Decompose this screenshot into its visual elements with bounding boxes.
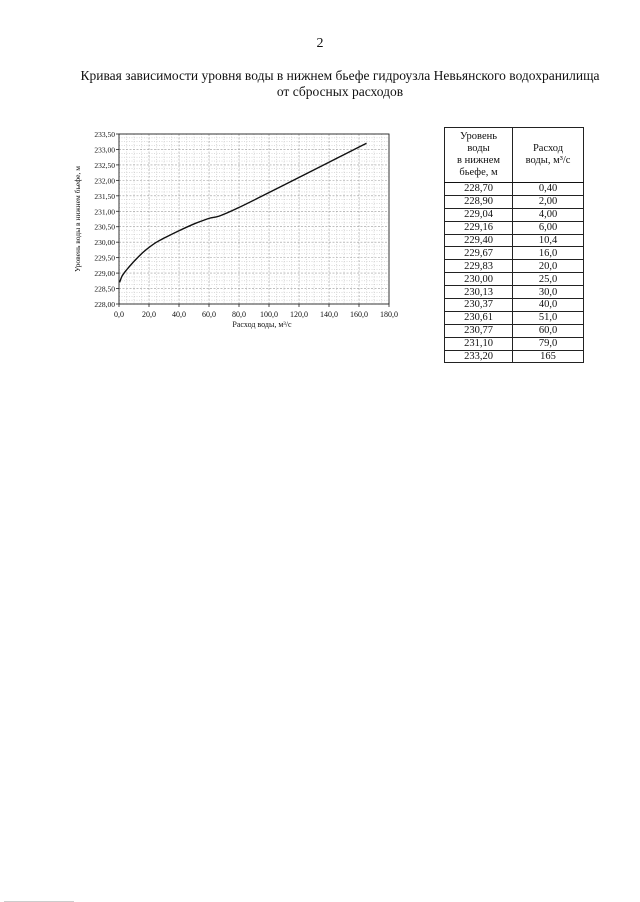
x-tick-label: 80,0 <box>232 310 246 319</box>
flow-cell: 10,4 <box>513 234 584 247</box>
flow-cell: 6,00 <box>513 221 584 234</box>
y-tick-label: 229,50 <box>94 253 115 263</box>
level-cell: 230,77 <box>445 324 513 337</box>
flow-cell: 4,00 <box>513 208 584 221</box>
table-row <box>445 324 584 337</box>
flow-cell: 20,0 <box>513 260 584 273</box>
level-cell: 230,37 <box>445 299 513 312</box>
table-row <box>445 208 584 221</box>
y-tick-label: 229,00 <box>94 269 115 279</box>
header-flow <box>513 128 584 183</box>
header-flow-line: Расход <box>532 143 564 154</box>
header-level-line: Уровень <box>460 131 498 142</box>
x-tick-label: 180,0 <box>380 310 398 319</box>
flow-cell: 16,0 <box>513 247 584 260</box>
header-level <box>445 128 513 183</box>
header-level-line: воды <box>467 143 490 154</box>
level-cell: 229,67 <box>445 247 513 260</box>
flow-cell: 79,0 <box>513 337 584 350</box>
y-tick-label: 232,00 <box>94 176 115 186</box>
table-row <box>445 183 584 196</box>
table-header-row <box>445 128 584 183</box>
flow-cell: 51,0 <box>513 311 584 324</box>
rating-table <box>444 127 584 363</box>
y-tick-label: 231,50 <box>94 191 115 201</box>
level-cell: 229,04 <box>445 208 513 221</box>
level-cell: 229,16 <box>445 221 513 234</box>
page-number: 2 <box>316 36 324 51</box>
table-row <box>445 221 584 234</box>
x-tick-label: 40,0 <box>172 310 186 319</box>
level-cell: 230,13 <box>445 286 513 299</box>
flow-cell: 2,00 <box>513 195 584 208</box>
y-tick-label: 230,00 <box>94 238 115 248</box>
flow-cell: 30,0 <box>513 286 584 299</box>
header-level-line: в нижнем <box>457 155 501 166</box>
table-row <box>445 337 584 350</box>
y-tick-label: 228,00 <box>94 300 115 309</box>
level-cell: 233,20 <box>445 350 513 363</box>
level-cell: 231,10 <box>445 337 513 350</box>
table-row <box>445 195 584 208</box>
x-tick-label: 0,0 <box>114 310 124 319</box>
table-row <box>445 260 584 273</box>
table-row <box>445 350 584 363</box>
flow-cell: 60,0 <box>513 324 584 337</box>
level-cell: 229,83 <box>445 260 513 273</box>
flow-cell: 0,40 <box>513 183 584 196</box>
x-tick-label: 160,0 <box>350 310 368 319</box>
level-cell: 228,90 <box>445 195 513 208</box>
table-row <box>445 273 584 286</box>
x-tick-label: 120,0 <box>290 310 308 319</box>
title-line-2: от сбросных расходов <box>276 84 404 99</box>
y-tick-label: 230,50 <box>94 222 115 232</box>
flow-cell: 165 <box>513 350 584 363</box>
header-flow-line: воды, м³/с <box>525 155 571 166</box>
level-cell: 228,70 <box>445 183 513 196</box>
x-tick-label: 60,0 <box>202 310 216 319</box>
x-tick-label: 100,0 <box>260 310 278 319</box>
title-line-1: Кривая зависимости уровня воды в нижнем бьефе гидроузла Невьянского водохранилища <box>80 68 600 83</box>
y-tick-label: 231,00 <box>94 207 115 217</box>
flow-cell: 25,0 <box>513 273 584 286</box>
y-tick-label: 233,00 <box>94 145 115 155</box>
table-row <box>445 247 584 260</box>
x-axis-label: Расход воды, м³/с <box>232 320 292 329</box>
table-row <box>445 311 584 324</box>
flow-cell: 40,0 <box>513 299 584 312</box>
y-axis-label: Уровень воды в нижнем бьефе, м <box>73 166 82 272</box>
x-tick-label: 20,0 <box>142 310 156 319</box>
table-row <box>445 299 584 312</box>
y-tick-label: 228,50 <box>94 284 115 294</box>
level-cell: 230,61 <box>445 311 513 324</box>
table-row <box>445 234 584 247</box>
header-level-line: бьефе, м <box>459 167 498 178</box>
y-tick-label: 232,50 <box>94 160 115 170</box>
table-row <box>445 286 584 299</box>
level-cell: 230,00 <box>445 273 513 286</box>
y-tick-label: 233,50 <box>94 130 115 139</box>
x-tick-label: 140,0 <box>320 310 338 319</box>
level-cell: 229,40 <box>445 234 513 247</box>
table-body <box>445 183 584 363</box>
